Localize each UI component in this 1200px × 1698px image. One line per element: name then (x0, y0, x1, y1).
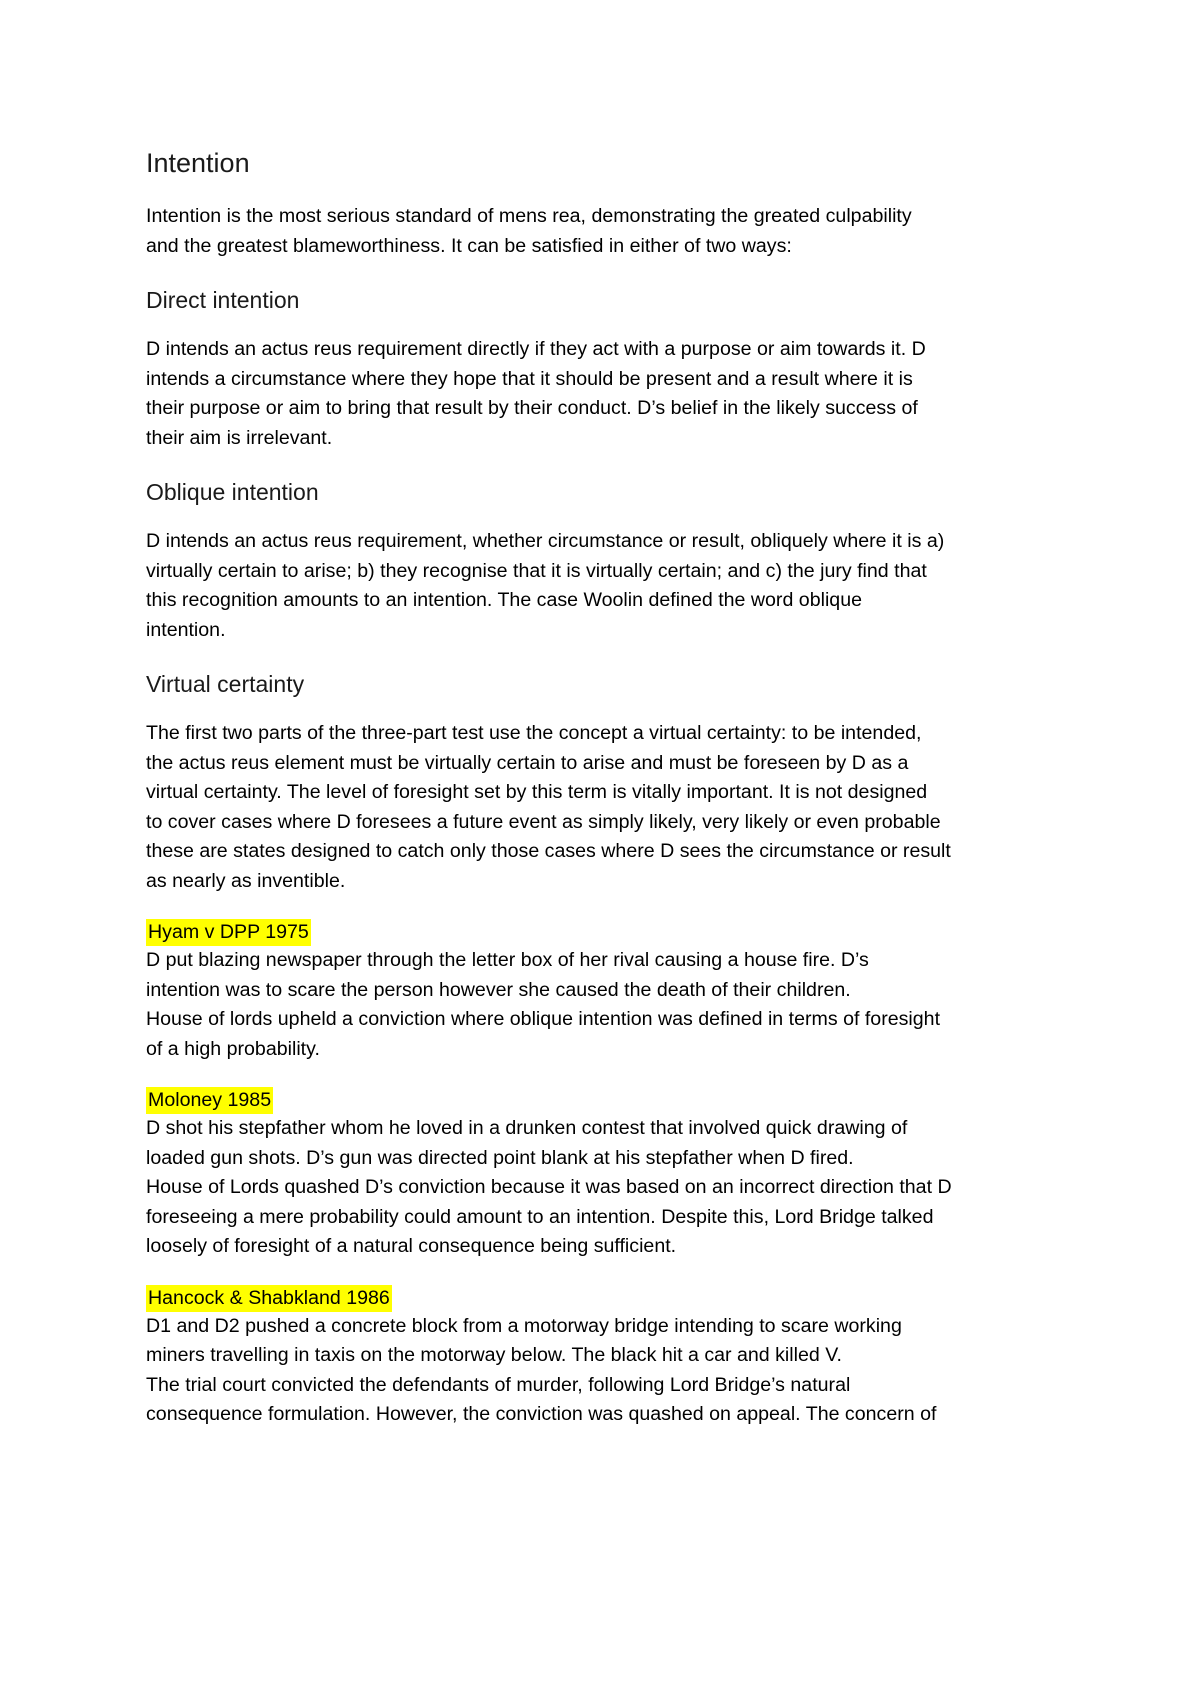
section-paragraph-virtual-certainty (146, 719, 1076, 896)
section-heading-oblique-intention: Oblique intention (146, 479, 319, 505)
case-line: House of Lords quashed D’s conviction because it was based on an incorrect direction that D (146, 1176, 952, 1198)
intro-paragraph (146, 202, 1076, 261)
case-line: intention was to scare the person however she caused the death of their children. (146, 978, 851, 1001)
page-title: Intention (146, 148, 250, 178)
document-body (146, 146, 1076, 1430)
case-hancock-shabkland (146, 1285, 1076, 1430)
case-line: of a high probability. (146, 1037, 320, 1060)
paragraph-line: their purpose or aim to bring that result by their conduct. D’s belief in the likely success of (146, 397, 918, 419)
paragraph-line: virtually certain to arise; b) they recognise that it is virtually certain; and c) the jury find that (146, 559, 927, 582)
paragraph-line: virtual certainty. The level of foresight set by this term is vitally important. It is not designed (146, 781, 928, 803)
case-line: D1 and D2 pushed a concrete block from a motorway bridge intending to scare working (146, 1314, 902, 1337)
paragraph-line: this recognition amounts to an intention. The case Woolin defined the word oblique (146, 589, 862, 611)
section-paragraph-oblique-intention (146, 527, 1076, 645)
section-heading-direct-intention: Direct intention (146, 287, 300, 313)
case-line: loosely of foresight of a natural consequence being sufficient. (146, 1235, 677, 1257)
case-line: D shot his stepfather whom he loved in a drunken contest that involved quick drawing of (146, 1117, 908, 1139)
intro-line: and the greatest blameworthiness. It can be satisfied in either of two ways: (146, 234, 792, 257)
paragraph-line: intention. (146, 618, 226, 641)
paragraph-line: intends a circumstance where they hope that it should be present and a result where it is (146, 367, 913, 390)
case-line: miners travelling in taxis on the motorway below. The black hit a car and killed V. (146, 1344, 842, 1366)
intro-line: Intention is the most serious standard of mens rea, demonstrating the greated culpability (146, 205, 912, 227)
case-line: foreseeing a mere probability could amount to an intention. Despite this, Lord Bridge talked (146, 1205, 934, 1228)
case-line: consequence formulation. However, the conviction was quashed on appeal. The concern of (146, 1403, 937, 1425)
case-title-highlighted: Hyam v DPP 1975 (146, 919, 311, 946)
case-line: House of lords upheld a conviction where oblique intention was defined in terms of foresight (146, 1008, 941, 1030)
paragraph-line: their aim is irrelevant. (146, 426, 333, 449)
section-paragraph-direct-intention (146, 335, 1076, 453)
case-hyam-v-dpp (146, 919, 1076, 1064)
paragraph-line: the actus reus element must be virtually certain to arise and must be foreseen by D as a (146, 751, 909, 774)
case-moloney (146, 1087, 1076, 1262)
paragraph-line: to cover cases where D foresees a future event as simply likely, very likely or even probable (146, 810, 941, 833)
case-title-highlighted: Moloney 1985 (146, 1087, 273, 1114)
paragraph-line: D intends an actus reus requirement, whether circumstance or result, obliquely where it is a) (146, 530, 945, 552)
paragraph-line: The first two parts of the three-part test use the concept a virtual certainty: to be intended, (146, 722, 922, 744)
case-line: loaded gun shots. D’s gun was directed point blank at his stepfather when D fired. (146, 1146, 854, 1169)
paragraph-line: these are states designed to catch only those cases where D sees the circumstance or result (146, 840, 951, 862)
case-body (146, 1312, 1076, 1430)
case-title-highlighted: Hancock & Shabkland 1986 (146, 1285, 392, 1312)
case-body (146, 946, 1076, 1064)
section-heading-virtual-certainty: Virtual certainty (146, 671, 305, 697)
paragraph-line: as nearly as inventible. (146, 869, 346, 892)
case-line: The trial court convicted the defendants of murder, following Lord Bridge’s natural (146, 1373, 851, 1396)
case-line: D put blazing newspaper through the letter box of her rival causing a house fire. D’s (146, 949, 869, 971)
case-body (146, 1114, 1076, 1262)
paragraph-line: D intends an actus reus requirement directly if they act with a purpose or aim towards it. D (146, 338, 926, 360)
